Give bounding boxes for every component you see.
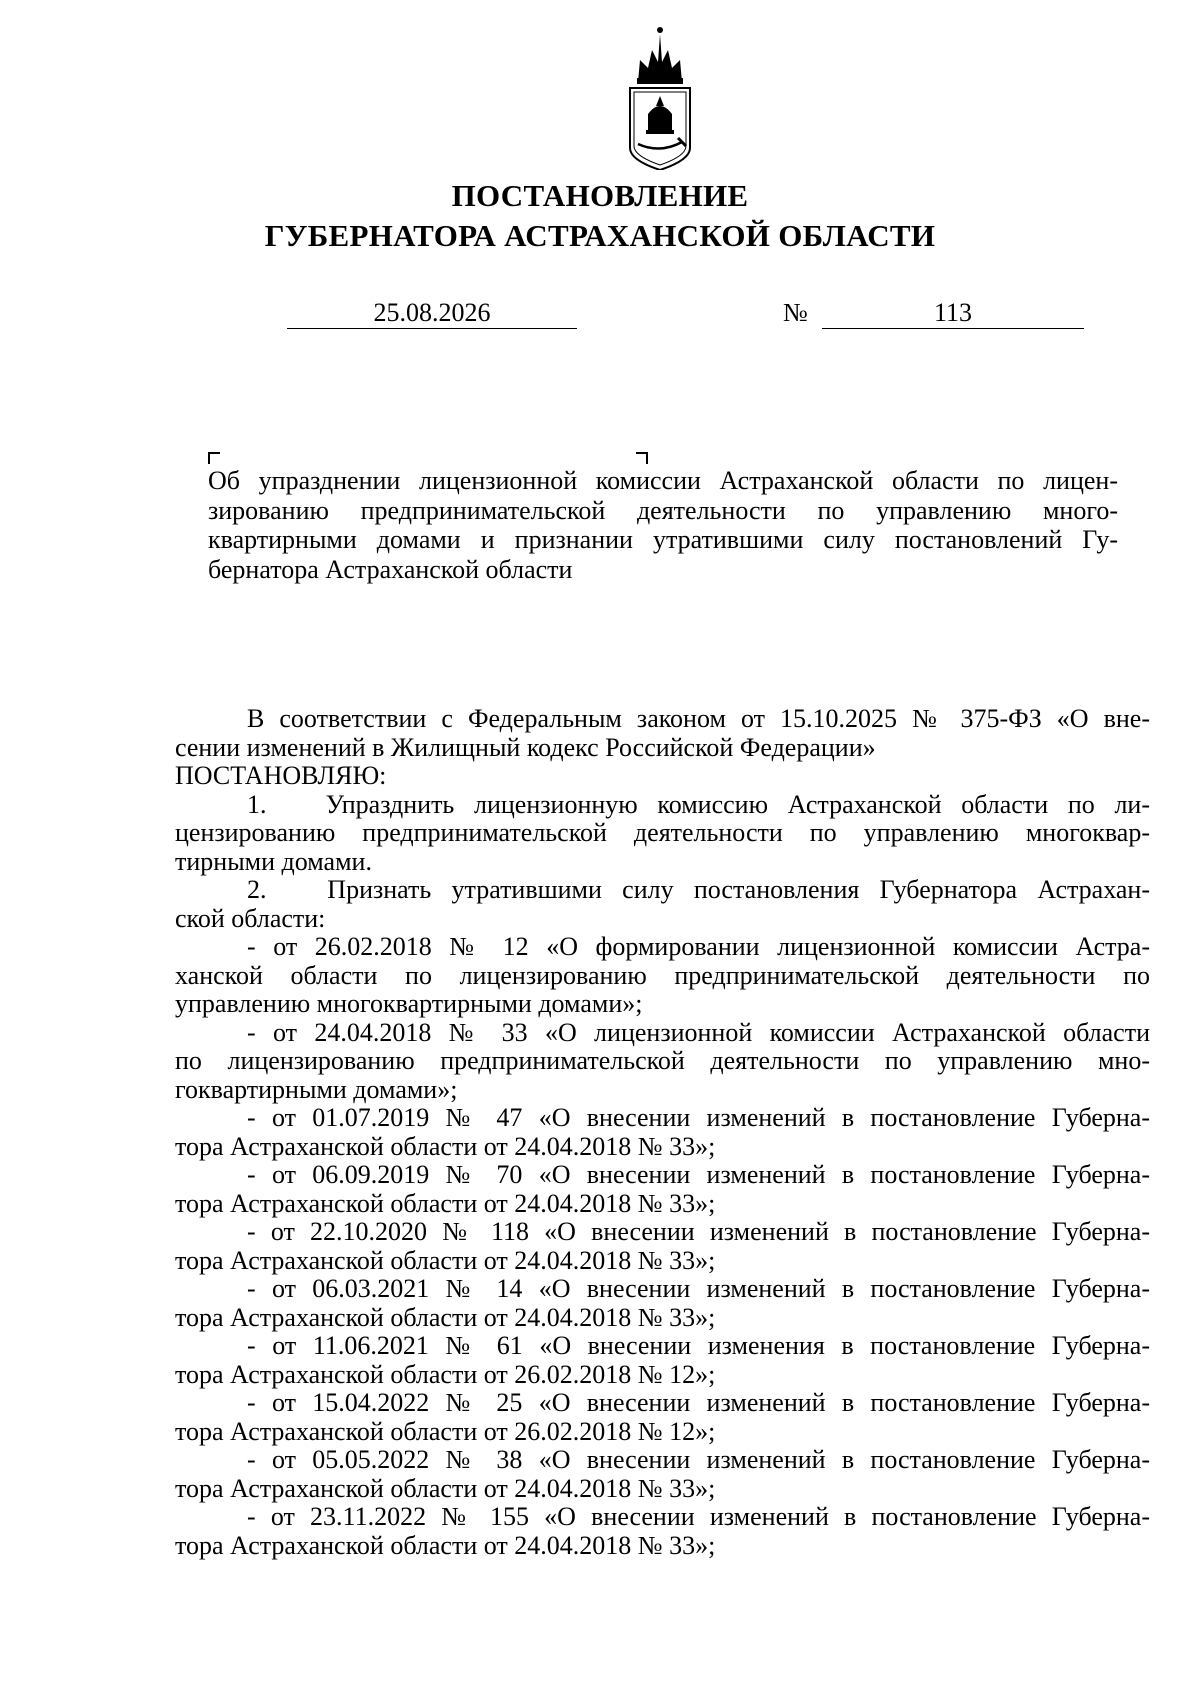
number-sign: № [783, 298, 808, 327]
body-line: тора Астраханской области от 24.04.2018 № 33»; [175, 1302, 716, 1332]
body-line: - от 23.11.2022 № 155 «О внесении изменений в постановление Губерна- [247, 1502, 1150, 1531]
body-line: тора Астраханской области от 26.02.2018 № 12»; [175, 1416, 716, 1446]
document-body [175, 705, 1150, 1560]
corner-mark-left [208, 452, 220, 464]
body-line: ПОСТАНОВЛЯЮ: [175, 761, 387, 790]
body-line: - от 11.06.2021 № 61 «О внесении изменения в постановление Губерна- [247, 1331, 1150, 1360]
document-type-title: ПОСТАНОВЛЕНИЕ [451, 178, 749, 213]
body-line: - от 01.07.2019 № 47 «О внесении изменений в постановление Губерна- [247, 1103, 1150, 1132]
body-line: - от 05.05.2022 № 38 «О внесении изменений в постановление Губерна- [247, 1445, 1150, 1474]
subject-line: зированию предпринимательской деятельности по управлению много- [208, 495, 1118, 525]
body-line: по лицензированию предпринимательской деятельности по управлению мно- [175, 1046, 1150, 1075]
issuing-authority-title: ГУБЕРНАТОРА АСТРАХАНСКОЙ ОБЛАСТИ [264, 218, 936, 253]
subject-line: Об упразднении лицензионной комиссии Астраханской области по лицен- [208, 466, 1118, 495]
body-line: тора Астраханской области от 26.02.2018 № 12»; [175, 1359, 716, 1389]
body-line: - от 22.10.2020 № 118 «О внесении изменений в постановление Губерна- [247, 1217, 1150, 1246]
body-line: тирными домами. [175, 846, 372, 876]
body-line: тора Астраханской области от 24.04.2018 № 33»; [175, 1530, 716, 1560]
document-subject [208, 466, 1118, 584]
body-line: тора Астраханской области от 24.04.2018 № 33»; [175, 1473, 716, 1503]
body-line: управлению многоквартирными домами»; [175, 989, 643, 1018]
coat-of-arms-emblem [620, 20, 700, 170]
body-line: 2. Признать утратившими силу постановления Губернатора Астрахан- [247, 875, 1150, 904]
body-line: 1. Упразднить лицензионную комиссию Астраханской области по ли- [247, 789, 1150, 819]
document-number: 113 [822, 298, 1084, 329]
body-line: цензированию предпринимательской деятельности по управлению многоквар- [175, 818, 1150, 847]
body-line: В соответствии с Федеральным законом от 15.10.2025 № 375-ФЗ «О вне- [247, 704, 1150, 733]
body-line: ханской области по лицензированию предпринимательской деятельности по [175, 960, 1150, 990]
body-line: - от 26.02.2018 № 12 «О формировании лицензионной комиссии Астра- [247, 932, 1150, 961]
body-line: тора Астраханской области от 24.04.2018 № 33»; [175, 1188, 716, 1218]
corner-mark-right [636, 452, 648, 464]
body-line: тора Астраханской области от 24.04.2018 № 33»; [175, 1131, 716, 1161]
document-date: 25.08.2026 [287, 298, 577, 329]
body-line: тора Астраханской области от 24.04.2018 № 33»; [175, 1245, 716, 1275]
body-line: - от 15.04.2022 № 25 «О внесении изменений в постановление Губерна- [247, 1388, 1150, 1417]
body-line: сении изменений в Жилищный кодекс Российской Федерации» [175, 732, 876, 762]
body-line: - от 06.09.2019 № 70 «О внесении изменений в постановление Губерна- [247, 1160, 1150, 1189]
body-line: - от 06.03.2021 № 14 «О внесении изменений в постановление Губерна- [247, 1274, 1150, 1303]
subject-line: бернатора Астраханской области [208, 554, 573, 584]
body-line: гоквартирными домами»; [175, 1074, 458, 1104]
body-line: ской области: [175, 903, 326, 933]
subject-line: квартирными домами и признании утратившими силу постановлений Гу- [208, 525, 1118, 554]
body-line: - от 24.04.2018 № 33 «О лицензионной комиссии Астраханской области [247, 1017, 1150, 1047]
